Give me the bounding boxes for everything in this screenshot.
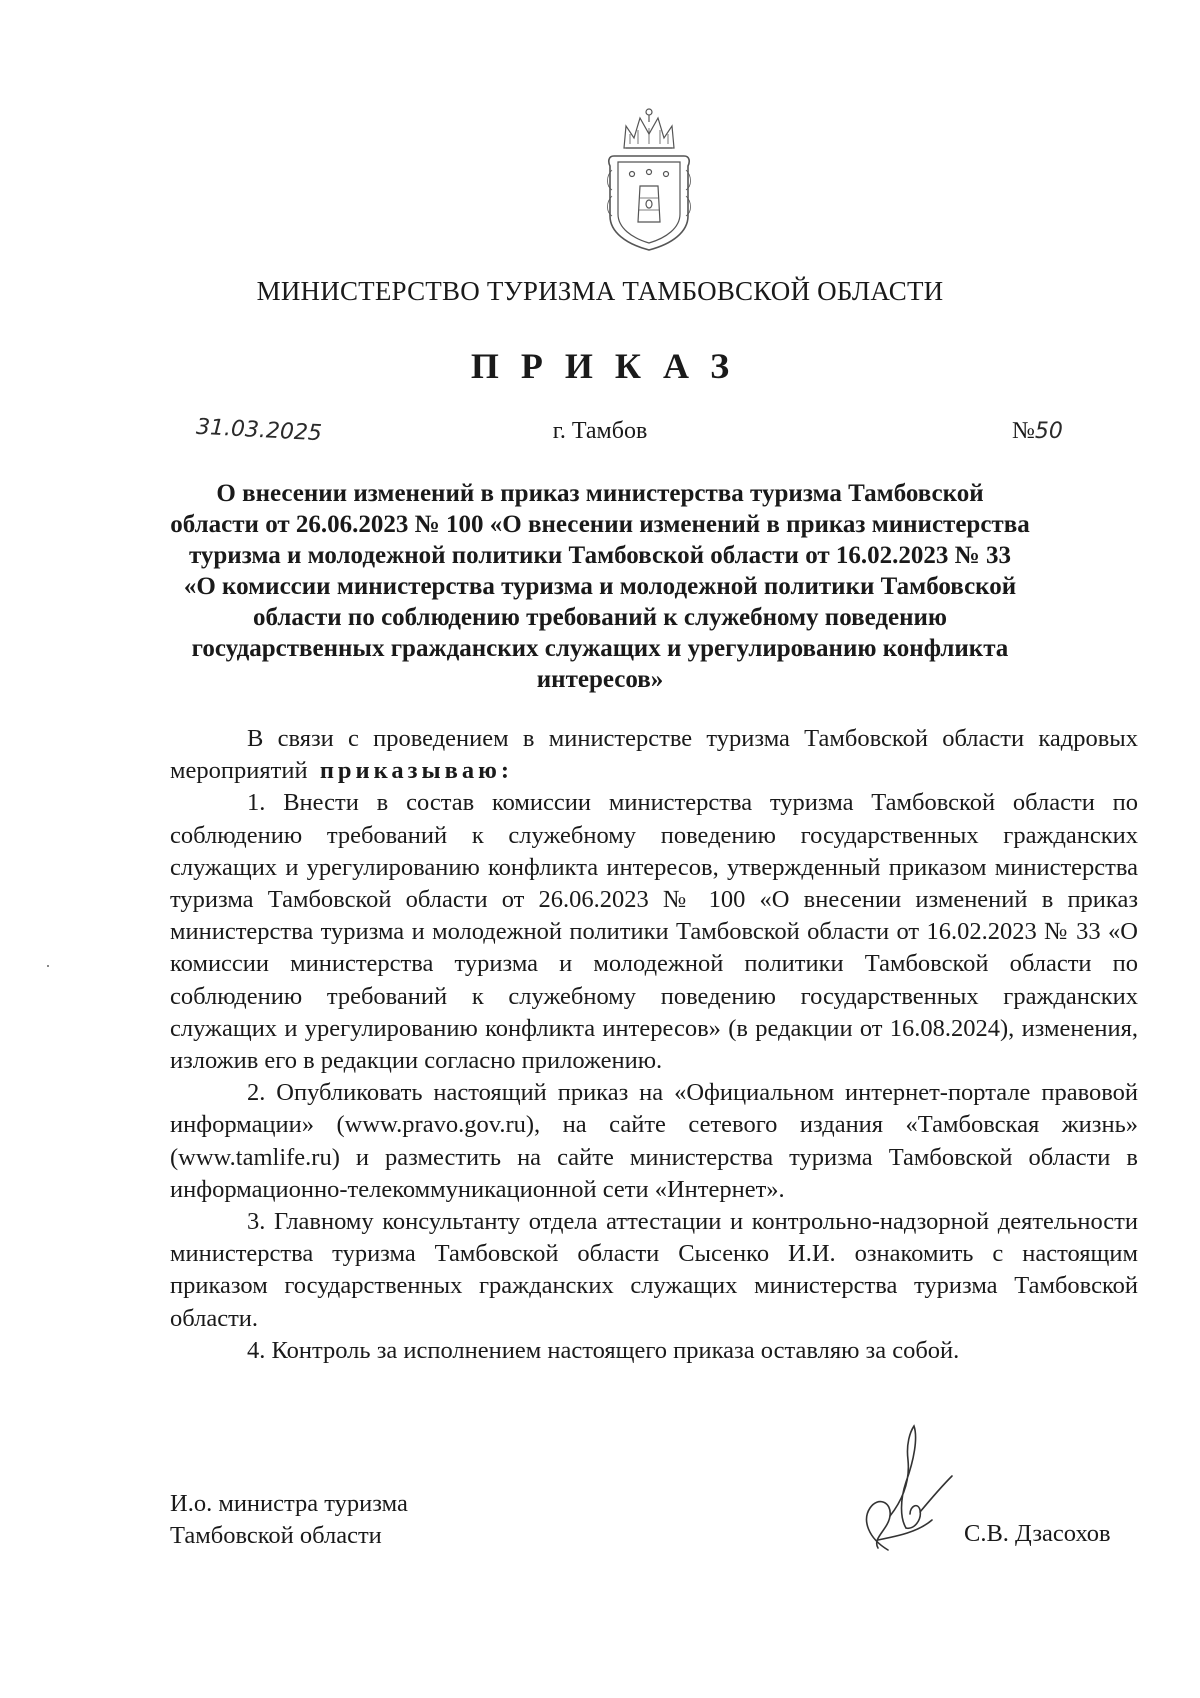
signer-name: С.В. Дзасохов (964, 1520, 1111, 1547)
subject-line: области от 26.06.2023 № 100 «О внесении изменений в приказ министерства (170, 511, 1030, 538)
body-item: 2. Опубликовать настоящий приказ на «Официальном интернет-портале правовой информации» (www.pravo.gov.ru), на сайте сетевого издания «Тамбовская жизнь» (www.tamlife.ru) и разместить на сайте министерства туризма Тамбовской области в информационно-телекоммуникационной сети «Интернет». (170, 1079, 1138, 1203)
preamble-text: В связи с проведением в министерстве туризма Тамбовской области кадровых мероприятий (170, 725, 1138, 785)
signer-position (170, 1488, 408, 1552)
body-item: 3. Главному консультанту отдела аттестации и контрольно-надзорной деятельности министерства туризма Тамбовской области Сысенко И.И. ознакомить с настоящим приказом государственных гражданских служащих министерства туризма Тамбовской области. (170, 1208, 1138, 1332)
document-city: г. Тамбов (552, 418, 648, 444)
tambov-region-coat-of-arms-icon (604, 104, 694, 254)
subject-line: туризма и молодежной политики Тамбовской области от 16.02.2023 № 33 (188, 542, 1012, 569)
body-item: 4. Контроль за исполнением настоящего приказа оставляю за собой. (247, 1336, 960, 1364)
body-item: 1. Внести в состав комиссии министерства туризма Тамбовской области по соблюдению требований к служебному поведению государственных гражданских служащих и урегулированию конфликта интересов, утвержденный приказом министерства туризма Тамбовской области от 26.06.2023 № 100 «О внесении изменений в приказ министерства туризма и молодежной политики Тамбовской области от 16.02.2023 № 33 «О комиссии министерства туризма и молодежной политики Тамбовской области по соблюдению требований к служебному поведению государственных гражданских служащих и урегулированию конфликта интересов» (в редакции от 16.08.2024), изменения, изложив его в редакции согласно приложению. (170, 789, 1138, 1075)
ministry-name: МИНИСТЕРСТВО ТУРИЗМА ТАМБОВСКОЙ ОБЛАСТИ (256, 276, 944, 306)
handwritten-signature-icon (848, 1420, 978, 1560)
number-label: № (1012, 418, 1035, 444)
scan-speck (47, 965, 49, 967)
order-word: приказываю: (319, 757, 514, 785)
preamble-paragraph (170, 723, 1138, 787)
document-date: 31.03.2025 (195, 414, 323, 447)
document-meta-row (0, 414, 1200, 458)
signer-position-line: И.о. министра туризма (170, 1490, 408, 1517)
document-body (170, 723, 1138, 1367)
subject-line: «О комиссии министерства туризма и молодежной политики Тамбовской (183, 573, 1017, 600)
document-number (1012, 418, 1063, 445)
subject-line: государственных гражданских служащих и урегулированию конфликта (191, 635, 1009, 662)
document-subject (160, 478, 1040, 695)
subject-line: области по соблюдению требований к служебному поведению (252, 604, 948, 631)
document-type-title: ПРИКАЗ (470, 346, 752, 386)
number-value: 50 (1034, 419, 1063, 444)
signer-position-line: Тамбовской области (170, 1522, 382, 1549)
subject-line: интересов» (536, 666, 664, 693)
subject-line: О внесении изменений в приказ министерства туризма Тамбовской (216, 480, 984, 507)
